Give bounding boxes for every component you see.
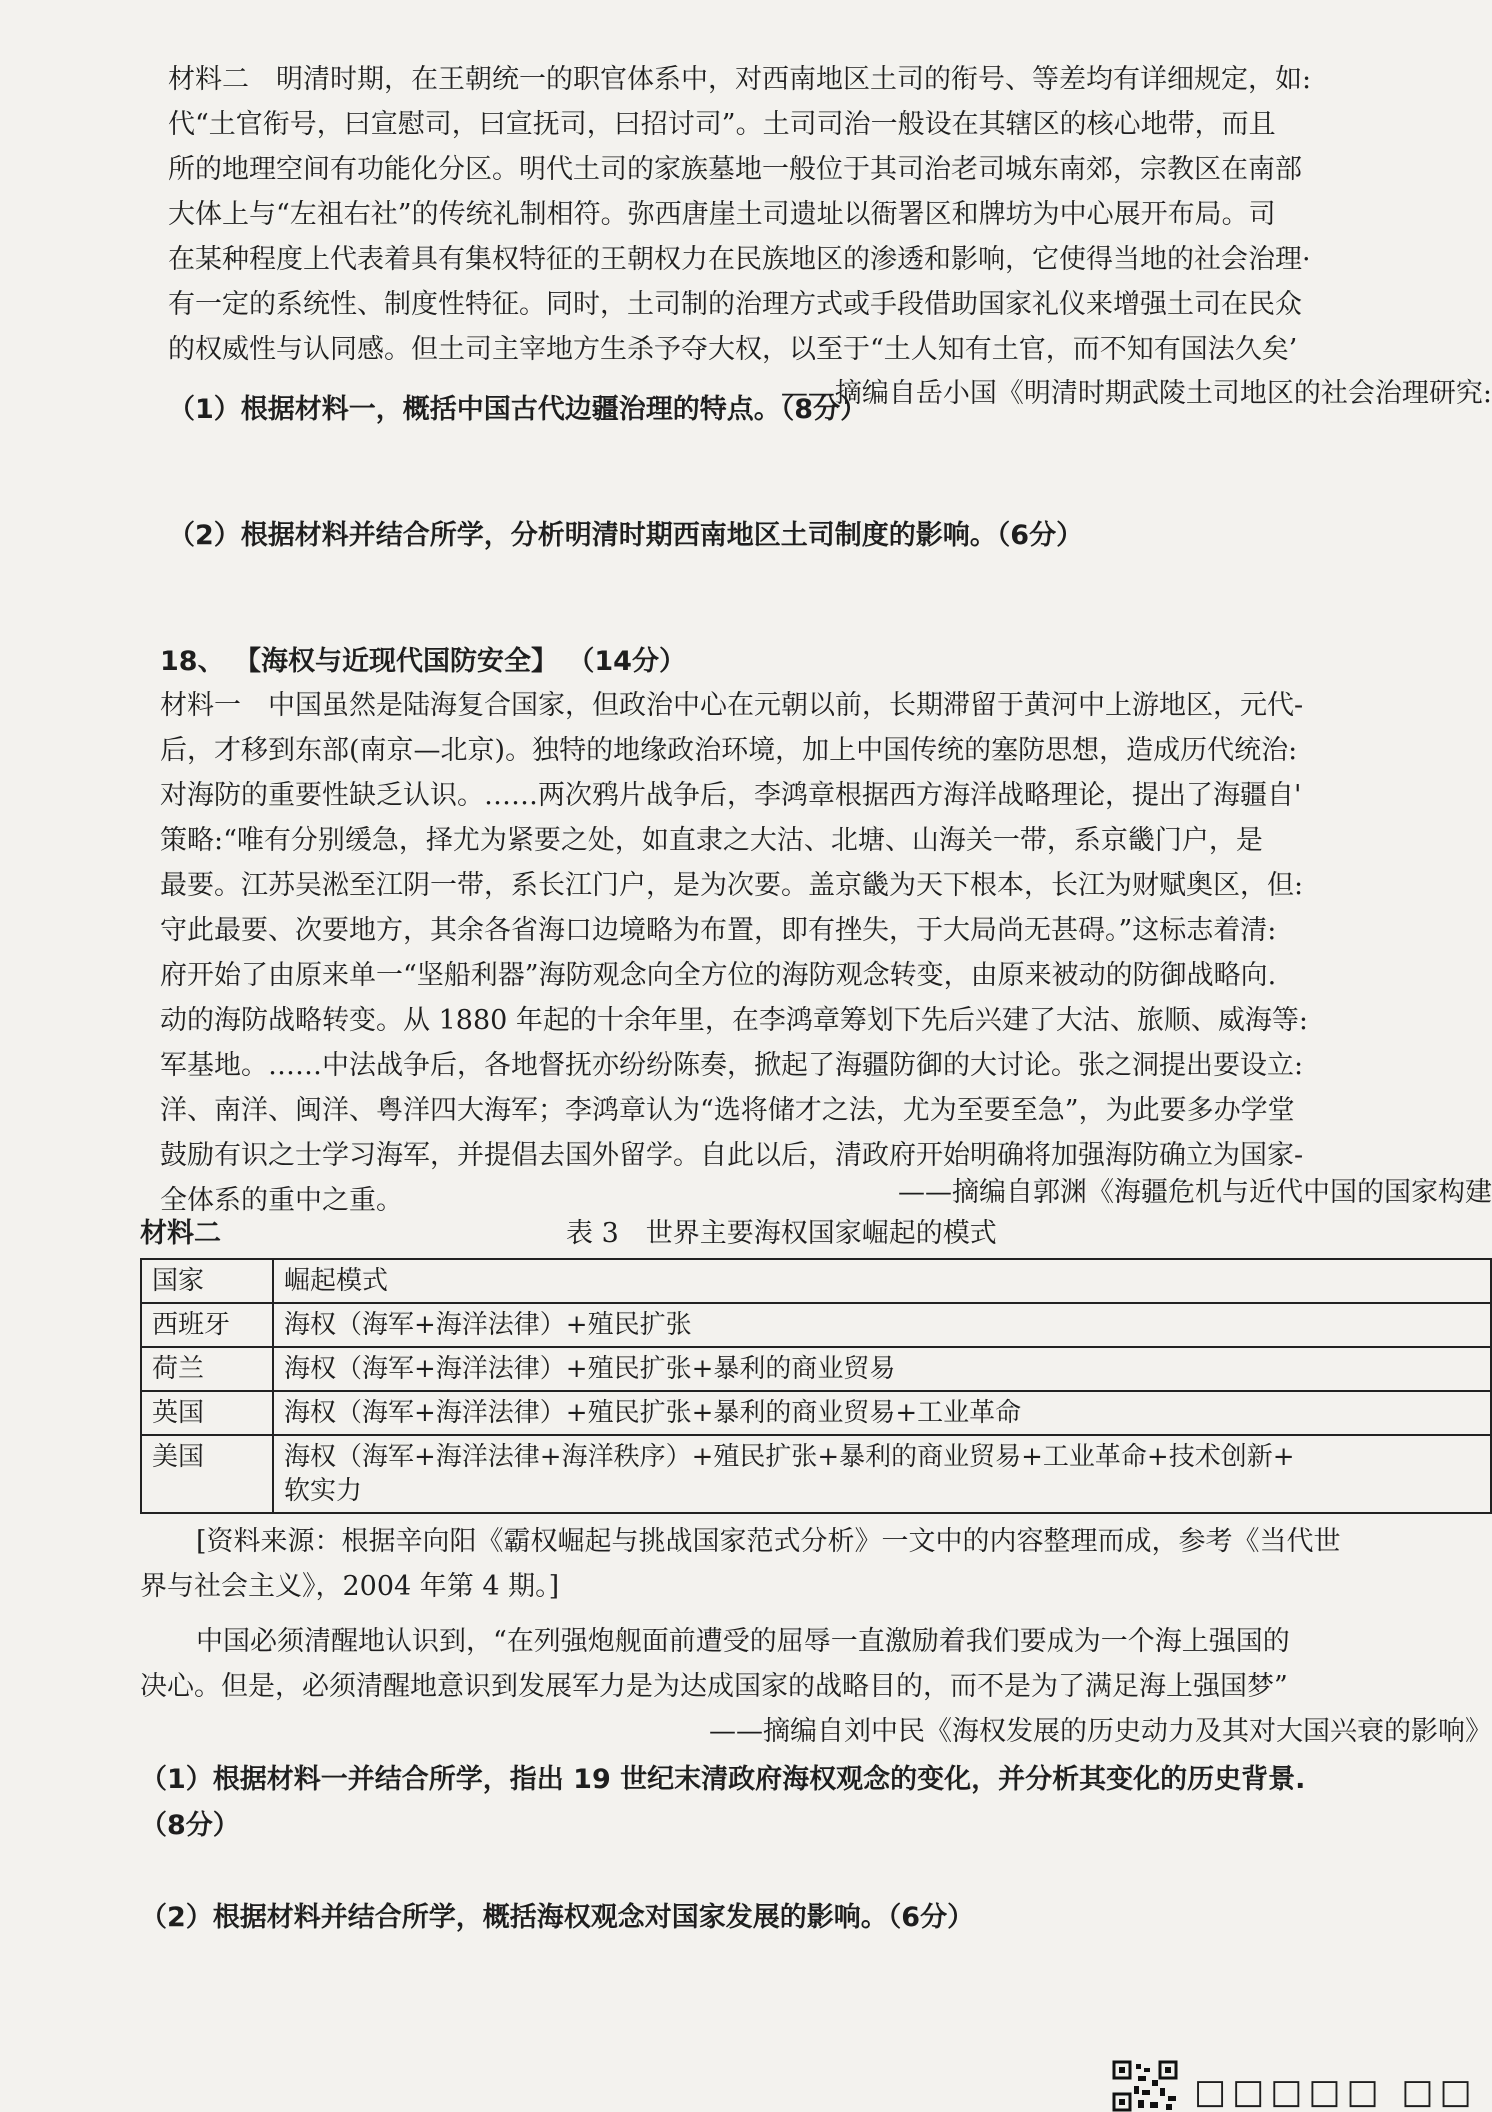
material1-line: 动的海防战略转变。从 1880 年起的十余年里，在李鸿章筹划下先后兴建了大沽、旅顺、威海等:	[160, 1005, 1308, 1036]
table-cell-country: 英国	[141, 1391, 273, 1435]
table-header-row	[141, 1259, 1491, 1303]
material1-line: 鼓励有识之士学习海军，并提倡去国外留学。自此以后，清政府开始明确将加强海防确立为国家-	[160, 1140, 1304, 1171]
section18-points: （14分）	[567, 646, 686, 677]
material1-line: 洋、南洋、闽洋、粤洋四大海军；李鸿章认为“选将储才之法，尤为至要至急”，为此要多办学堂	[160, 1095, 1295, 1126]
material2-line: 大体上与“左祖右社”的传统礼制相符。弥西唐崖土司遗址以衙署区和牌坊为中心展开布局。司	[168, 199, 1276, 230]
material1-line: 后，才移到东部(南京—北京)。独特的地缘政治环境，加上中国传统的塞防思想，造成历代统治:	[160, 735, 1298, 766]
question-18-1-points: （8分）	[140, 1810, 240, 1841]
section18-title: 【海权与近现代国防安全】	[233, 646, 558, 677]
table-cell-mode: 海权（海军+海洋法律）+殖民扩张	[273, 1303, 1491, 1347]
material1-line: 军基地。……中法战争后，各地督抚亦纷纷陈奏，掀起了海疆防御的大讨论。张之洞提出要设立:	[160, 1050, 1304, 1081]
material2-text-line: 决心。但是，必须清醒地意识到发展军力是为达成国家的战略目的，而不是为了满足海上强国梦”	[140, 1671, 1288, 1702]
question-17-1: （1）根据材料一，概括中国古代边疆治理的特点。（8分）	[168, 394, 868, 425]
section18-number: 18、	[160, 646, 225, 677]
material2-line: 材料二 明清时期，在王朝统一的职官体系中，对西南地区土司的衔号、等差均有详细规定，如:	[168, 64, 1312, 95]
material1-line: 守此最要、次要地方，其余各省海口边境略为布置，即有挫失，于大局尚无甚碍。”这标志着清:	[160, 915, 1277, 946]
material1-line: 对海防的重要性缺乏认识。……两次鸦片战争后，李鸿章根据西方海洋战略理论，提出了海疆自'	[160, 780, 1302, 811]
material2-text-line: 中国必须清醒地认识到，“在列强炮舰面前遭受的屈辱一直激励着我们要成为一个海上强国的	[196, 1626, 1290, 1657]
rise-modes-table	[140, 1258, 1492, 1514]
table-cell-country: 荷兰	[141, 1347, 273, 1391]
material1-line: 材料一 中国虽然是陆海复合国家，但政治中心在元朝以前，长期滞留于黄河中上游地区，元代-	[160, 690, 1304, 721]
table-row	[141, 1303, 1491, 1347]
question-17-2: （2）根据材料并结合所学，分析明清时期西南地区土司制度的影响。（6分）	[168, 520, 1084, 551]
material1-line: 全体系的重中之重。	[160, 1185, 403, 1216]
material1-line: 府开始了由原来单一“坚船利器”海防观念向全方位的海防观念转变，由原来被动的防御战略向.	[160, 960, 1277, 991]
table-cell-country: 美国	[141, 1435, 273, 1513]
material2-line: 的权威性与认同感。但土司主宰地方生杀予夺大权，以至于“土人知有土官，而不知有国法久矣’	[168, 334, 1298, 365]
table-header-cell: 国家	[141, 1259, 273, 1303]
table-cell-mode-line: 软实力	[284, 1476, 363, 1506]
question-18-1: （1）根据材料一并结合所学，指出 19 世纪末清政府海权观念的变化，并分析其变化的历史背景.	[140, 1764, 1306, 1795]
footer-text: □□□□□ □□	[1194, 2072, 1478, 2112]
material2-line: 代“土官衔号，曰宣慰司，曰宣抚司，曰招讨司”。土司司治一般设在其辖区的核心地带，而且	[168, 109, 1276, 140]
material2-line: 有一定的系统性、制度性特征。同时，土司制的治理方式或手段借助国家礼仪来增强土司在民众	[168, 289, 1302, 320]
table-cell-mode: 海权（海军+海洋法律）+殖民扩张+暴利的商业贸易	[273, 1347, 1491, 1391]
material1-line: 策略:“唯有分别缓急，择尤为紧要之处，如直隶之大沽、北塘、山海关一带，系京畿门户，是	[160, 825, 1263, 856]
table-cell-mode	[273, 1435, 1491, 1513]
material2-source: ——摘编自刘中民《海权发展的历史动力及其对大国兴衰的影响》	[709, 1716, 1492, 1747]
table-note-line: 界与社会主义》，2004 年第 4 期。]	[140, 1571, 560, 1602]
table-cell-country: 西班牙	[141, 1303, 273, 1347]
table-row	[141, 1435, 1491, 1513]
material2-label: 材料二	[140, 1218, 221, 1249]
table-row	[141, 1347, 1491, 1391]
material2-source: ——摘编自岳小国《明清时期武陵土司地区的社会治理研究:	[780, 378, 1492, 409]
material1-source: ——摘编自郭渊《海疆危机与近代中国的国家构建	[898, 1177, 1492, 1208]
table-header-cell: 崛起模式	[273, 1259, 1491, 1303]
material2-line: 所的地理空间有功能化分区。明代土司的家族墓地一般位于其司治老司城东南郊，宗教区在南部	[168, 154, 1302, 185]
question-18-2: （2）根据材料并结合所学，概括海权观念对国家发展的影响。（6分）	[140, 1902, 975, 1933]
table-cell-mode-line: 海权（海军+海洋法律+海洋秩序）+殖民扩张+暴利的商业贸易+工业革命+技术创新+	[284, 1442, 1295, 1472]
table-row	[141, 1391, 1491, 1435]
table-cell-mode: 海权（海军+海洋法律）+殖民扩张+暴利的商业贸易+工业革命	[273, 1391, 1491, 1435]
section18-heading	[160, 644, 686, 680]
material1-line: 最要。江苏吴淞至江阴一带，系长江门户，是为次要。盖京畿为天下根本，长江为财赋奥区，但:	[160, 870, 1304, 901]
qr-code-icon	[1112, 2060, 1180, 2112]
material2-line: 在某种程度上代表着具有集权特征的王朝权力在民族地区的渗透和影响，它使得当地的社会治理·	[168, 244, 1311, 275]
table-note-line: [资料来源：根据辛向阳《霸权崛起与挑战国家范式分析》一文中的内容整理而成，参考《当代世	[196, 1526, 1341, 1557]
table-title: 表 3 世界主要海权国家崛起的模式	[566, 1218, 997, 1249]
